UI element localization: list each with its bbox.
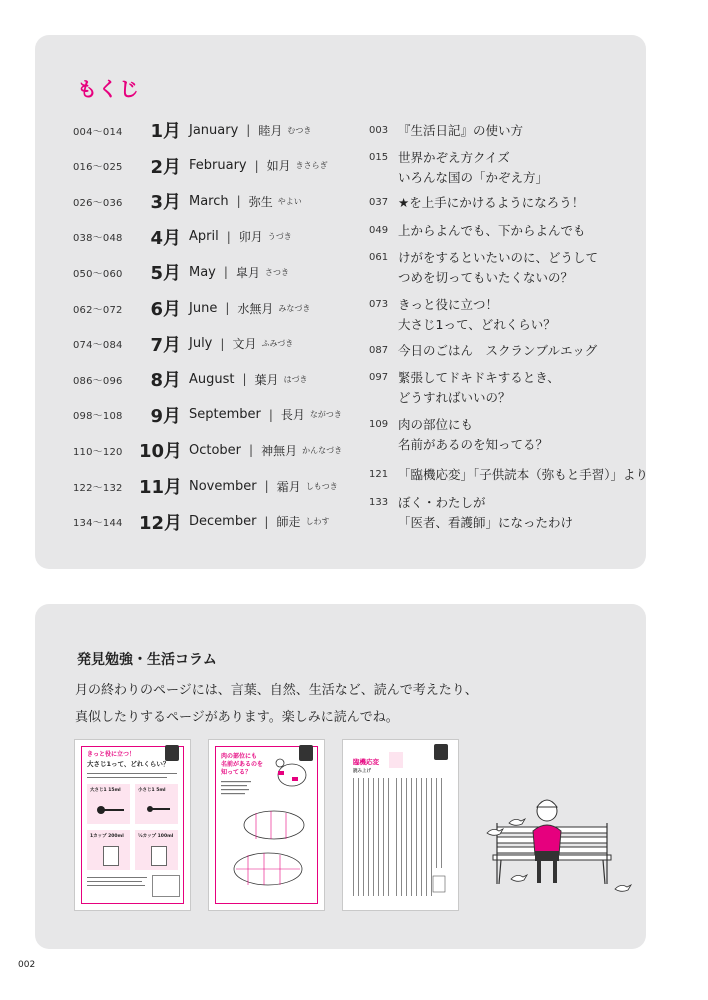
month-number: 8月 [150,370,181,392]
separator: | [225,301,230,315]
topic-title [398,148,548,188]
cup-box-1: 1カップ 200ml [87,830,130,870]
topic-line-1: 上からよんでも、下からよんでも [398,223,586,238]
thumb3-heading-2: 読み上げ [353,769,371,774]
person-on-bench-illustration [485,789,635,899]
month-number: 5月 [150,263,181,285]
month-row [73,294,310,322]
month-number: 1月 [150,121,181,142]
topic-page: 121 [369,469,389,480]
month-row [73,401,342,429]
topic-line-1: 世界かぞえ方クイズ [398,150,510,165]
topic-line-2: 名前があるのを知ってる？ [398,437,549,452]
month-japanese: 神無月 [261,443,298,458]
month-number: 10月 [139,441,183,463]
month-reading: さつき [264,267,289,277]
month-reading: しもつき [305,481,338,491]
topic-line-1: けがをするといたいのに、どうして [398,250,599,265]
month-english: August [189,371,235,387]
topic-title [398,341,597,361]
thumb2-heading-1: 肉の部位にも [221,753,258,760]
month-japanese: 卯月 [238,230,263,245]
column-title: 発見勉強・生活コラム [77,652,217,668]
toc-card [35,35,649,569]
month-japanese: 如月 [266,159,291,174]
month-number: 3月 [150,192,181,214]
month-japanese: 弥生 [248,194,273,209]
month-japanese: 長月 [280,408,305,423]
cup-box-2: ½カップ 100ml [135,830,178,870]
topic-page: 061 [369,252,389,263]
month-row [73,508,329,536]
month-japanese: 師走 [276,515,301,530]
month-row [73,152,328,180]
month-japanese: 睦月 [258,123,283,138]
month-reading: ながつき [309,410,342,420]
topic-line-2: 大さじ1って、どれくらい？ [398,317,556,332]
topic-page: 087 [369,345,389,356]
topic-page: 073 [369,299,389,310]
month-english: May [189,264,216,280]
thumbnail-spoon-page [74,739,191,911]
month-number: 9月 [150,405,181,427]
month-row [73,187,302,215]
measuring-cup-icon [103,846,119,866]
month-number: 4月 [150,227,181,249]
month-page-range: 004～014 [73,126,123,138]
month-row [73,365,308,393]
month-row [73,258,289,286]
month-reading: ふみづき [261,339,294,349]
month-english: September [189,407,261,423]
month-number: 6月 [150,299,181,320]
month-page-range: 074～084 [73,340,123,352]
topic-line-1: 今日のごはん スクランブルエッグ [398,343,598,358]
month-page-range: 122～132 [73,482,123,494]
thumb1-heading-2: 大さじ1って、どれくらい？ [87,760,170,768]
month-english: July [189,336,213,352]
month-reading: やよい [277,196,302,206]
topic-page: 097 [369,372,389,383]
topic-line-1: 「臨機応変」「子供読本（弥もと手習）」より [398,467,649,482]
month-japanese: 水無月 [237,301,274,316]
month-english: December [189,514,257,530]
month-reading: みなづき [278,303,311,313]
separator: | [226,229,231,244]
thumb3-heading-1: 臨機応変 [353,758,379,766]
month-english: February [189,158,247,174]
column-description [75,677,615,731]
seal-illustration [389,752,403,768]
month-english: April [189,229,219,245]
month-english: June [189,300,218,316]
topic-title [398,295,556,335]
month-japanese: 霜月 [276,479,301,494]
topic-title [398,465,648,485]
month-number: 7月 [150,334,181,356]
page-number: 002 [18,960,36,970]
separator: | [268,407,273,422]
month-japanese: 文月 [232,337,257,352]
thumb2-heading-3: 知ってる？ [221,769,252,776]
topic-line-2: つめを切ってもいたくないの？ [398,270,574,285]
month-row [73,436,342,464]
month-reading: かんなづき [302,445,343,455]
month-number: 12月 [139,512,183,534]
month-english: January [189,122,239,138]
month-reading: しわす [305,517,330,527]
topic-title [398,415,548,455]
topic-page: 049 [369,225,389,236]
month-english: November [189,478,257,494]
topic-line-1: 緊張してドキドキするとき、 [398,370,560,385]
separator: | [254,158,259,173]
topic-page: 037 [369,197,389,208]
month-reading: はづき [283,374,308,384]
column-line-2: 真似したりするページがあります。楽しみに読んでね。 [75,710,399,725]
month-number: 11月 [139,477,183,498]
spoon-box-2: 小さじ1 5ml [135,784,178,824]
vertical-text-columns [349,776,450,902]
topic-title [398,368,560,408]
column-card [35,604,646,949]
topic-line-1: きっと役に立つ！ [398,297,499,312]
separator: | [242,372,247,387]
topic-line-1: 肉の部位にも [398,417,474,432]
topic-title [398,248,598,288]
month-page-range: 086～096 [73,375,123,387]
month-page-range: 134～144 [73,518,123,530]
month-page-range: 098～108 [73,411,123,423]
topic-line-1: ★を上手にかけるようになろう！ [398,195,585,210]
bookmark-icon [434,744,448,760]
separator: | [264,479,269,493]
topic-page: 109 [369,419,389,430]
column-line-1: 月の終わりのページには、言葉、自然、生活など、読んで考えたり、 [75,683,478,698]
thumb1-heading-1: きっと役に立つ！ [87,751,136,758]
month-number: 2月 [150,156,181,178]
separator: | [264,514,269,529]
cup-illustration [152,875,180,897]
month-row [73,472,338,500]
meat-cuts-illustration [216,747,317,903]
month-reading: きさらぎ [295,161,328,171]
topic-title [398,493,573,533]
month-page-range: 110～120 [73,446,123,458]
month-reading: うづき [267,232,292,242]
separator: | [220,336,225,351]
separator: | [223,265,228,280]
month-page-range: 050～060 [73,268,123,280]
month-japanese: 葉月 [254,372,279,387]
topic-page: 003 [369,125,389,136]
spoon-box-1: 大さじ1 15ml [87,784,130,824]
thumb2-heading-2: 名前があるのを [221,761,264,768]
separator: | [246,123,251,137]
month-page-range: 062～072 [73,304,123,316]
topic-title [398,193,584,213]
topic-line-2: 「医者、看護師」になったわけ [398,515,574,530]
thumbnail-text-page [342,739,459,911]
month-page-range: 016～025 [73,162,123,174]
topic-line-1: ぼく・わたしが [398,495,486,510]
topic-line-2: いろんな国の「かぞえ方」 [398,170,549,185]
topic-line-2: どうすればいいの？ [398,390,511,405]
month-row [73,223,292,251]
month-reading: むつき [287,125,312,135]
topic-title [398,221,586,241]
topic-line-1: 『生活日記』の使い方 [398,123,524,138]
thumbnail-meat-page [208,739,325,911]
toc-title: もくじ [77,77,140,101]
topic-page: 015 [369,152,389,163]
topic-title [398,121,523,141]
month-page-range: 026～036 [73,197,123,209]
topic-page: 133 [369,497,389,508]
month-page-range: 038～048 [73,233,123,245]
separator: | [236,194,241,209]
separator: | [249,443,254,458]
month-english: October [189,442,242,458]
month-row [73,330,293,358]
measuring-cup-icon [151,846,167,866]
month-japanese: 皐月 [235,265,260,280]
bookmark-icon [165,745,179,761]
month-english: March [189,193,229,209]
month-row [73,116,311,144]
